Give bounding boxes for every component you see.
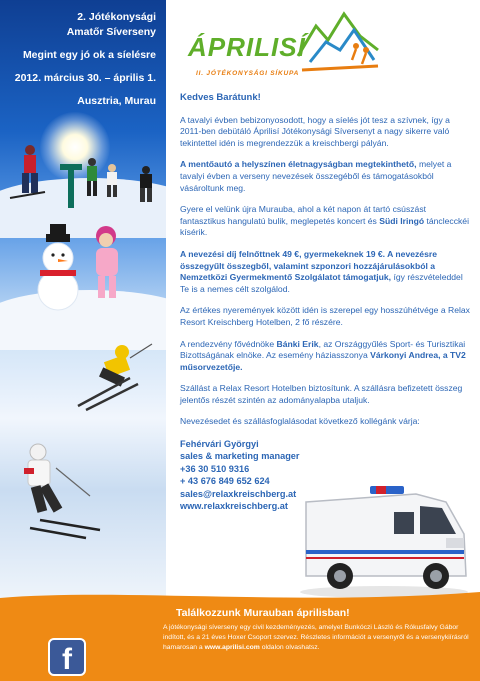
letter-paragraph-accommodation: Szállást a Relax Resort Hotelben biztosítunk. A szállásra befizetett összeg jelentős részét szintén az adományalapba utaljuk. [180, 383, 463, 405]
footer-text-start: A jótékonysági síverseny egy civil kezdeményezés, amelyet Bunkóczi László és Rókusfalvy Gábor indított, és a 21 éves Hoxer Csoport szervez. Részletes információt a versenyről és a versenykiírásról hamarosan a [163, 624, 469, 651]
patron-text-mid: , az Országgyűlés Sport- és Turisztikai Bizottságának elnöke. Az esemény háziasszonya [180, 338, 466, 361]
event-dates: 2012. március 30. – április 1. [14, 72, 156, 84]
event-edition: 2. Jótékonysági [77, 11, 156, 23]
contact-role: sales & marketing manager [180, 451, 300, 462]
letter-paragraph-prizes: Az értékes nyeremények között idén is szerepel egy hosszúhétvége a Relax Resort Kreischberg Hotelben, 2 fő részére. [180, 305, 470, 327]
patron-name: Bánki Erik [276, 338, 319, 349]
mountain-skier-icon [296, 10, 380, 76]
party-text-start: Gyere el velünk újra Murauba, ahol a két napon át tartó csúszást fantasztikus hangulatú bulik, meglepetés koncert és [180, 204, 427, 226]
contact-name: Fehérvári Györgyi [180, 439, 259, 450]
letter-paragraph-ambulance [180, 159, 472, 194]
left-photo-column [0, 0, 166, 598]
aprilisi-logo [186, 10, 376, 82]
event-location: Ausztria, Murau [77, 95, 156, 107]
facebook-letter: f [62, 643, 72, 676]
contact-website-link[interactable]: www.relaxkreischberg.at [180, 501, 288, 512]
skiers-group-image [0, 140, 166, 220]
event-name: Amatőr Síverseny [66, 26, 156, 38]
facebook-icon[interactable] [48, 638, 86, 676]
patron-text-start: A rendezvény fővédnöke [180, 338, 277, 349]
ambulance-van-image [296, 472, 472, 600]
snowman-child-image [20, 222, 166, 312]
downhill-skier-image [0, 438, 130, 548]
letter-paragraph-contact-intro: Nevezésedet és szállásfoglalásodat következő kollégánk várja: [180, 416, 420, 427]
logo-title: ÁPRILISÍ [188, 32, 306, 62]
dancer-name: Südi Iringó [379, 215, 425, 226]
ambulance-highlight: A mentőautó a helyszínen életnagyságban megtekinthető, [180, 159, 417, 170]
letter-paragraph-party [180, 204, 472, 239]
letter-greeting: Kedves Barátunk! [180, 92, 261, 103]
ski-jumper-image [60, 336, 166, 416]
contact-phone-2[interactable]: + 43 676 849 652 624 [180, 476, 270, 487]
party-text-end: tánclecckéi kísérik. [180, 215, 469, 238]
fee-text: így részvételeddel Te is a nemes célt szolgálod. [180, 272, 463, 294]
letter-paragraph-patrons [180, 339, 472, 374]
footer-text-end: oldalon olvashatsz. [259, 644, 320, 651]
letter-paragraph-fee [180, 249, 472, 295]
footer-title: Találkozzunk Murauban áprilisban! [176, 607, 350, 619]
event-info [0, 10, 166, 109]
contact-phone-1[interactable]: +36 30 510 9316 [180, 463, 250, 474]
event-slogan: Megint egy jó ok a síelésre [22, 49, 156, 61]
footer-description [163, 623, 473, 653]
letter-body [180, 92, 472, 513]
letter-paragraph-intro: A tavalyi évben bebizonyosodott, hogy a síelés jót tesz a szívnek, így a 2011-ben debütáló Áprilisí Jótékonysági Síversenyt a nagy sikerre való tekintettel idén is megrendezzük a kreischbergi pályán. [180, 114, 450, 148]
host-name: Várkonyi Andrea, a TV2 műsorvezetője. [180, 350, 466, 372]
fee-highlight: A nevezési díj felnőttnek 49 €, gyermekeknek 19 €. A nevezésre összegyűlt összegből, valamint szponzori hozzájárulásokból a Nemzetközi Gyermekmentő Szolgálatot támogatjuk, [180, 248, 437, 283]
logo-subtitle: II. JÓTÉKONYSÁGI SÍKUPA [196, 70, 300, 77]
footer-website-link[interactable]: www.aprilisi.com [204, 644, 260, 651]
ambulance-text: melyet a tavalyi évben a verseny nevezések összegéből és támogatásokból vásároltunk meg. [180, 159, 452, 193]
contact-email-link[interactable]: sales@relaxkreischberg.at [180, 488, 297, 499]
